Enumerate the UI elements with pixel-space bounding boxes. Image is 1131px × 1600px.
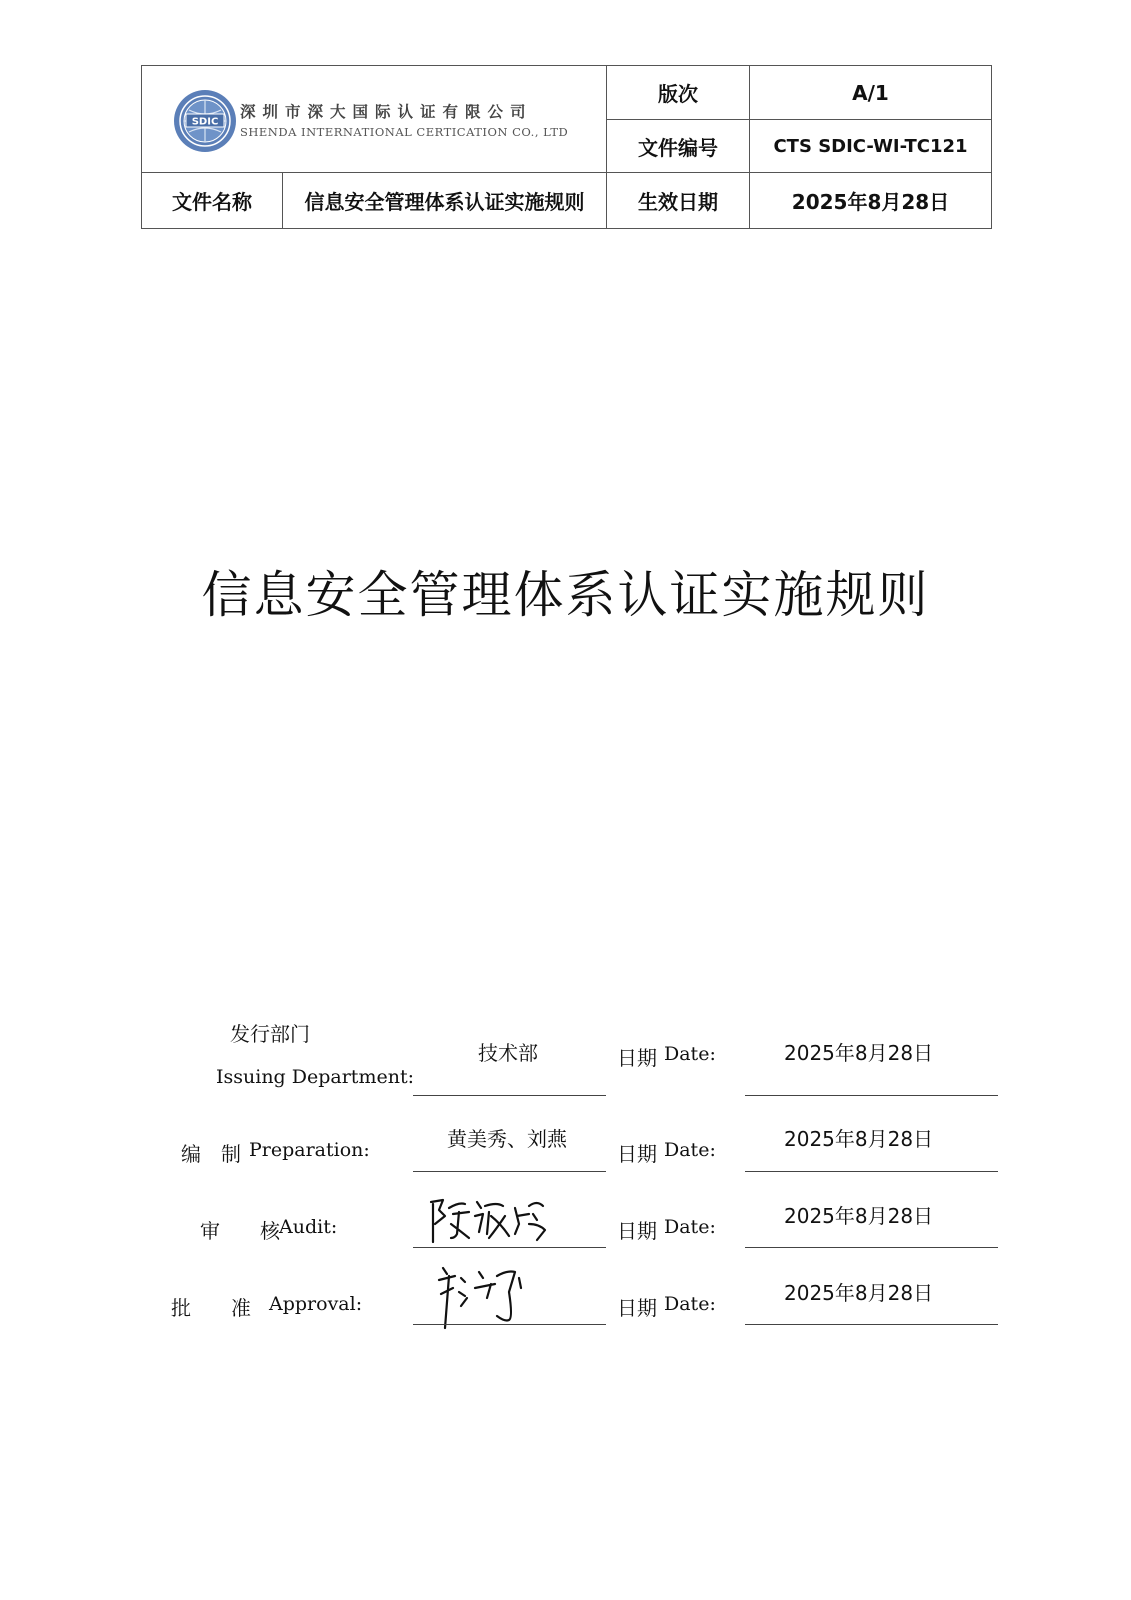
audit-underline: [413, 1247, 606, 1248]
preparation-label-cn: 编 制: [181, 1142, 241, 1166]
audit-signature-image: [425, 1194, 555, 1250]
approval-label-en: Approval:: [269, 1293, 363, 1315]
preparation-date-value: 2025年8月28日: [784, 1127, 934, 1151]
issuing-dept-label-en: Issuing Department:: [216, 1066, 414, 1088]
issuing-dept-value: 技术部: [478, 1041, 538, 1065]
effective-date-value: 2025年8月28日: [791, 190, 950, 214]
issuing-date-underline: [745, 1095, 998, 1096]
date-label-cn: 日期: [617, 1219, 657, 1243]
date-label-en: Date:: [664, 1043, 716, 1065]
date-label-en: Date:: [664, 1293, 716, 1315]
doc-name-value: 信息安全管理体系认证实施规则: [304, 190, 585, 214]
version-label: 版次: [658, 82, 698, 106]
audit-date-underline: [745, 1247, 998, 1248]
company-name-cn: 深圳市深大国际认证有限公司: [240, 102, 533, 121]
document-title: 信息安全管理体系认证实施规则: [201, 566, 930, 624]
effective-date-label: 生效日期: [638, 190, 718, 214]
preparation-value: 黄美秀、刘燕: [447, 1127, 567, 1151]
date-label-en: Date:: [664, 1139, 716, 1161]
doc-name-label: 文件名称: [172, 190, 252, 214]
company-logo-icon: [172, 88, 238, 154]
approval-date-value: 2025年8月28日: [784, 1281, 934, 1305]
preparation-date-underline: [745, 1171, 998, 1172]
company-logo-block: [172, 88, 592, 156]
issuing-date-value: 2025年8月28日: [784, 1041, 934, 1065]
svg-text:SDIC: SDIC: [191, 116, 219, 128]
preparation-label-en: Preparation:: [249, 1139, 370, 1161]
document-header-table: [141, 65, 992, 229]
approval-underline: [413, 1324, 606, 1325]
date-label-cn: 日期: [617, 1296, 657, 1320]
approval-date-underline: [745, 1324, 998, 1325]
doc-number-value: CTS SDIC-WI-TC121: [773, 135, 968, 157]
approval-label-cn: 批 准: [171, 1296, 251, 1320]
issuing-dept-underline: [413, 1095, 606, 1096]
issuing-dept-label-cn: 发行部门: [230, 1022, 310, 1046]
audit-label-cn: 审 核: [200, 1219, 280, 1243]
date-label-cn: 日期: [617, 1142, 657, 1166]
audit-label-en: Audit:: [279, 1216, 338, 1238]
date-label-en: Date:: [664, 1216, 716, 1238]
version-value: A/1: [852, 80, 889, 105]
preparation-underline: [413, 1171, 606, 1172]
audit-date-value: 2025年8月28日: [784, 1204, 934, 1228]
date-label-cn: 日期: [617, 1046, 657, 1070]
approval-signature-image: [435, 1258, 535, 1330]
company-name-en: SHENDA INTERNATIONAL CERTICATION CO., LTD: [240, 125, 569, 139]
doc-number-label: 文件编号: [638, 135, 718, 160]
